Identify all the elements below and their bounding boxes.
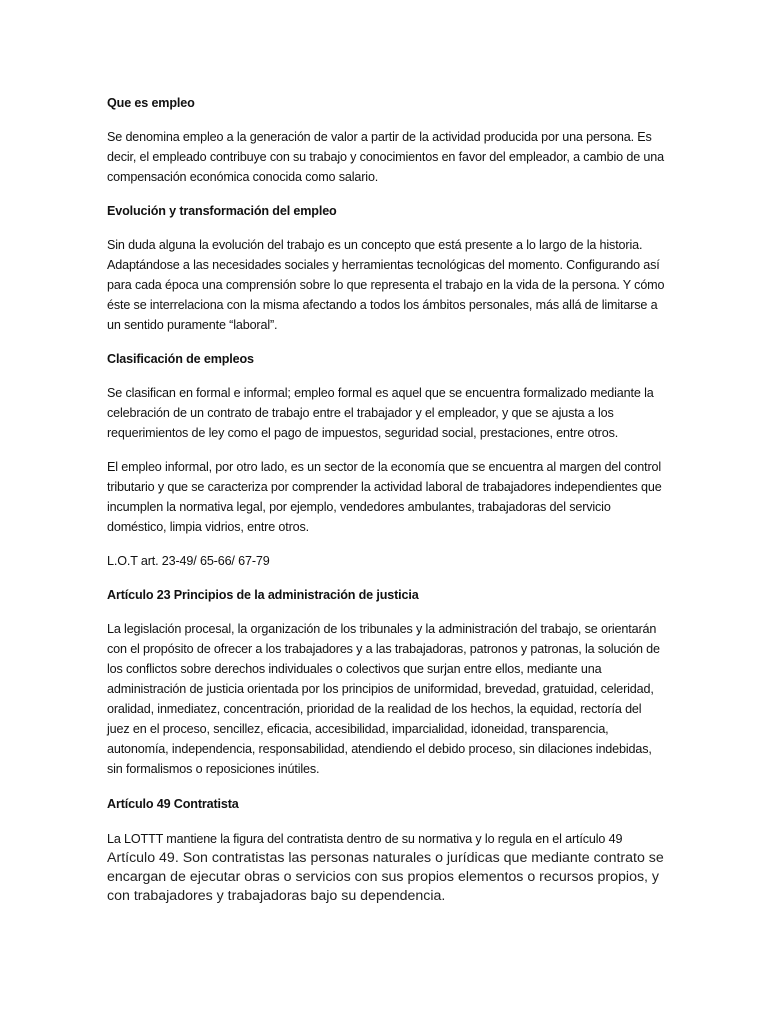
paragraph-articulo-49-intro: La LOTTT mantiene la figura del contratista dentro de su normativa y lo regula en el artículo 49 xyxy=(107,832,623,846)
heading-articulo-49: Artículo 49 Contratista xyxy=(107,797,239,811)
heading-clasificacion: Clasificación de empleos xyxy=(107,352,254,366)
paragraph-articulo-23: La legislación procesal, la organización de los tribunales y la administración del trabajo, se orientarán con el propósito de ofrecer a los trabajadores y a las trabajadoras, patronos y patronas, la solución de los conflictos sobre derechos individuales o colectivos que surjan entre ellos, mediante una administración de justicia orientada por los principios de uniformidad, brevedad, gratuidad, celeridad, oralidad, inmediatez, concentración, prioridad de la realidad de los hechos, la equidad, rectoría del juez en el proceso, sencillez, eficacia, accesibilidad, imparcialidad, idoneidad, transparencia, autonomía, independencia, responsabilidad, atendiendo el debido proceso, sin dilaciones indebidas, sin formalismos o reposiciones inútiles. xyxy=(107,622,660,776)
paragraph-empleo: Se denomina empleo a la generación de valor a partir de la actividad producida por una persona. Es decir, el empleado contribuye con su trabajo y conocimientos en favor del empleador, a cambio de una compensación económica conocida como salario. xyxy=(107,130,664,184)
paragraph-articulo-49-body: Artículo 49. Son contratistas las personas naturales o jurídicas que mediante contrato se encargan de ejecutar obras o servicios con sus propios elementos o recursos propios, y con trabajadores y trabajadoras bajo su dependencia. xyxy=(107,850,664,904)
paragraph-empleo-formal: Se clasifican en formal e informal; empleo formal es aquel que se encuentra formalizado mediante la celebración de un contrato de trabajo entre el trabajador y el empleador, y que se ajusta a los requerimientos de ley como el pago de impuestos, seguridad social, prestaciones, entre otros. xyxy=(107,386,654,440)
document-body xyxy=(107,93,667,906)
heading-que-es-empleo: Que es empleo xyxy=(107,96,195,110)
heading-articulo-23: Artículo 23 Principios de la administración de justicia xyxy=(107,588,419,602)
paragraph-evolucion: Sin duda alguna la evolución del trabajo es un concepto que está presente a lo largo de la historia. Adaptándose a las necesidades sociales y herramientas tecnológicas del momento. Configurando así para cada época una comprensión sobre lo que representa el trabajo en la vida de la persona. Y cómo éste se interrelaciona con la misma afectando a todos los ámbitos personales, más allá de limitarse a un sentido puramente “laboral”. xyxy=(107,238,665,332)
paragraph-empleo-informal: El empleo informal, por otro lado, es un sector de la economía que se encuentra al margen del control tributario y que se caracteriza por comprender la actividad laboral de trabajadores independientes que incumplen la normativa legal, por ejemplo, vendedores ambulantes, trabajadoras del servicio doméstico, limpia vidrios, entre otros. xyxy=(107,460,662,534)
heading-evolucion: Evolución y transformación del empleo xyxy=(107,204,337,218)
lot-reference: L.O.T art. 23-49/ 65-66/ 67-79 xyxy=(107,554,270,568)
